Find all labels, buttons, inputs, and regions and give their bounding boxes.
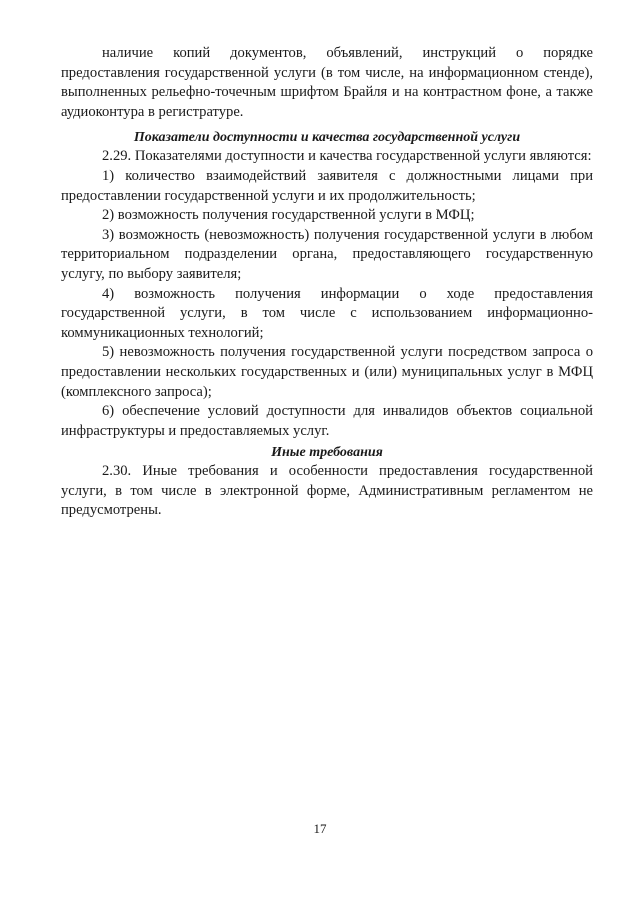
list-item: 4) возможность получения информации о ходе предоставления государственной услуги, в том числе с использованием информационно-коммуникационных технологий; (61, 285, 593, 341)
list-item: 3) возможность (невозможность) получения государственной услуги в любом территориальном подразделении органа, предоставляющего государственную услугу, по выбору заявителя; (61, 226, 593, 282)
paragraph-braille-notice: наличие копий документов, объявлений, инструкций о порядке предоставления государственной услуги (в том числе, на информационном стенде), выполненных рельефно-точечным шрифтом Брайля и на контрастном фоне, а также аудиоконтура в регистратуре. (61, 45, 593, 120)
paragraph-2-29: 2.29. Показателями доступности и качества государственной услуги являются: (102, 148, 592, 165)
paragraph-2-30: 2.30. Иные требования и особенности предоставления государственной услуги, в том числе в электронной форме, Административным регламентом не предусмотрены. (61, 463, 593, 519)
section-heading-accessibility: Показатели доступности и качества государственной услуги (133, 130, 521, 146)
document-body (61, 44, 593, 521)
section-heading-other-requirements: Иные требования (271, 445, 383, 461)
list-item: 1) количество взаимодействий заявителя с должностными лицами при предоставлении государственной услуги и их продолжительность; (61, 167, 593, 204)
list-item: 5) невозможность получения государственной услуги посредством запроса о предоставлении нескольких государственных и (или) муниципальных услуг в МФЦ (комплексного запроса); (61, 344, 593, 400)
list-item: 6) обеспечение условий доступности для инвалидов объектов социальной инфраструктуры и предоставляемых услуг. (61, 403, 593, 439)
indicators-list (61, 167, 593, 441)
list-item: 2) возможность получения государственной услуги в МФЦ; (102, 207, 475, 224)
page-number: 17 (313, 821, 327, 836)
